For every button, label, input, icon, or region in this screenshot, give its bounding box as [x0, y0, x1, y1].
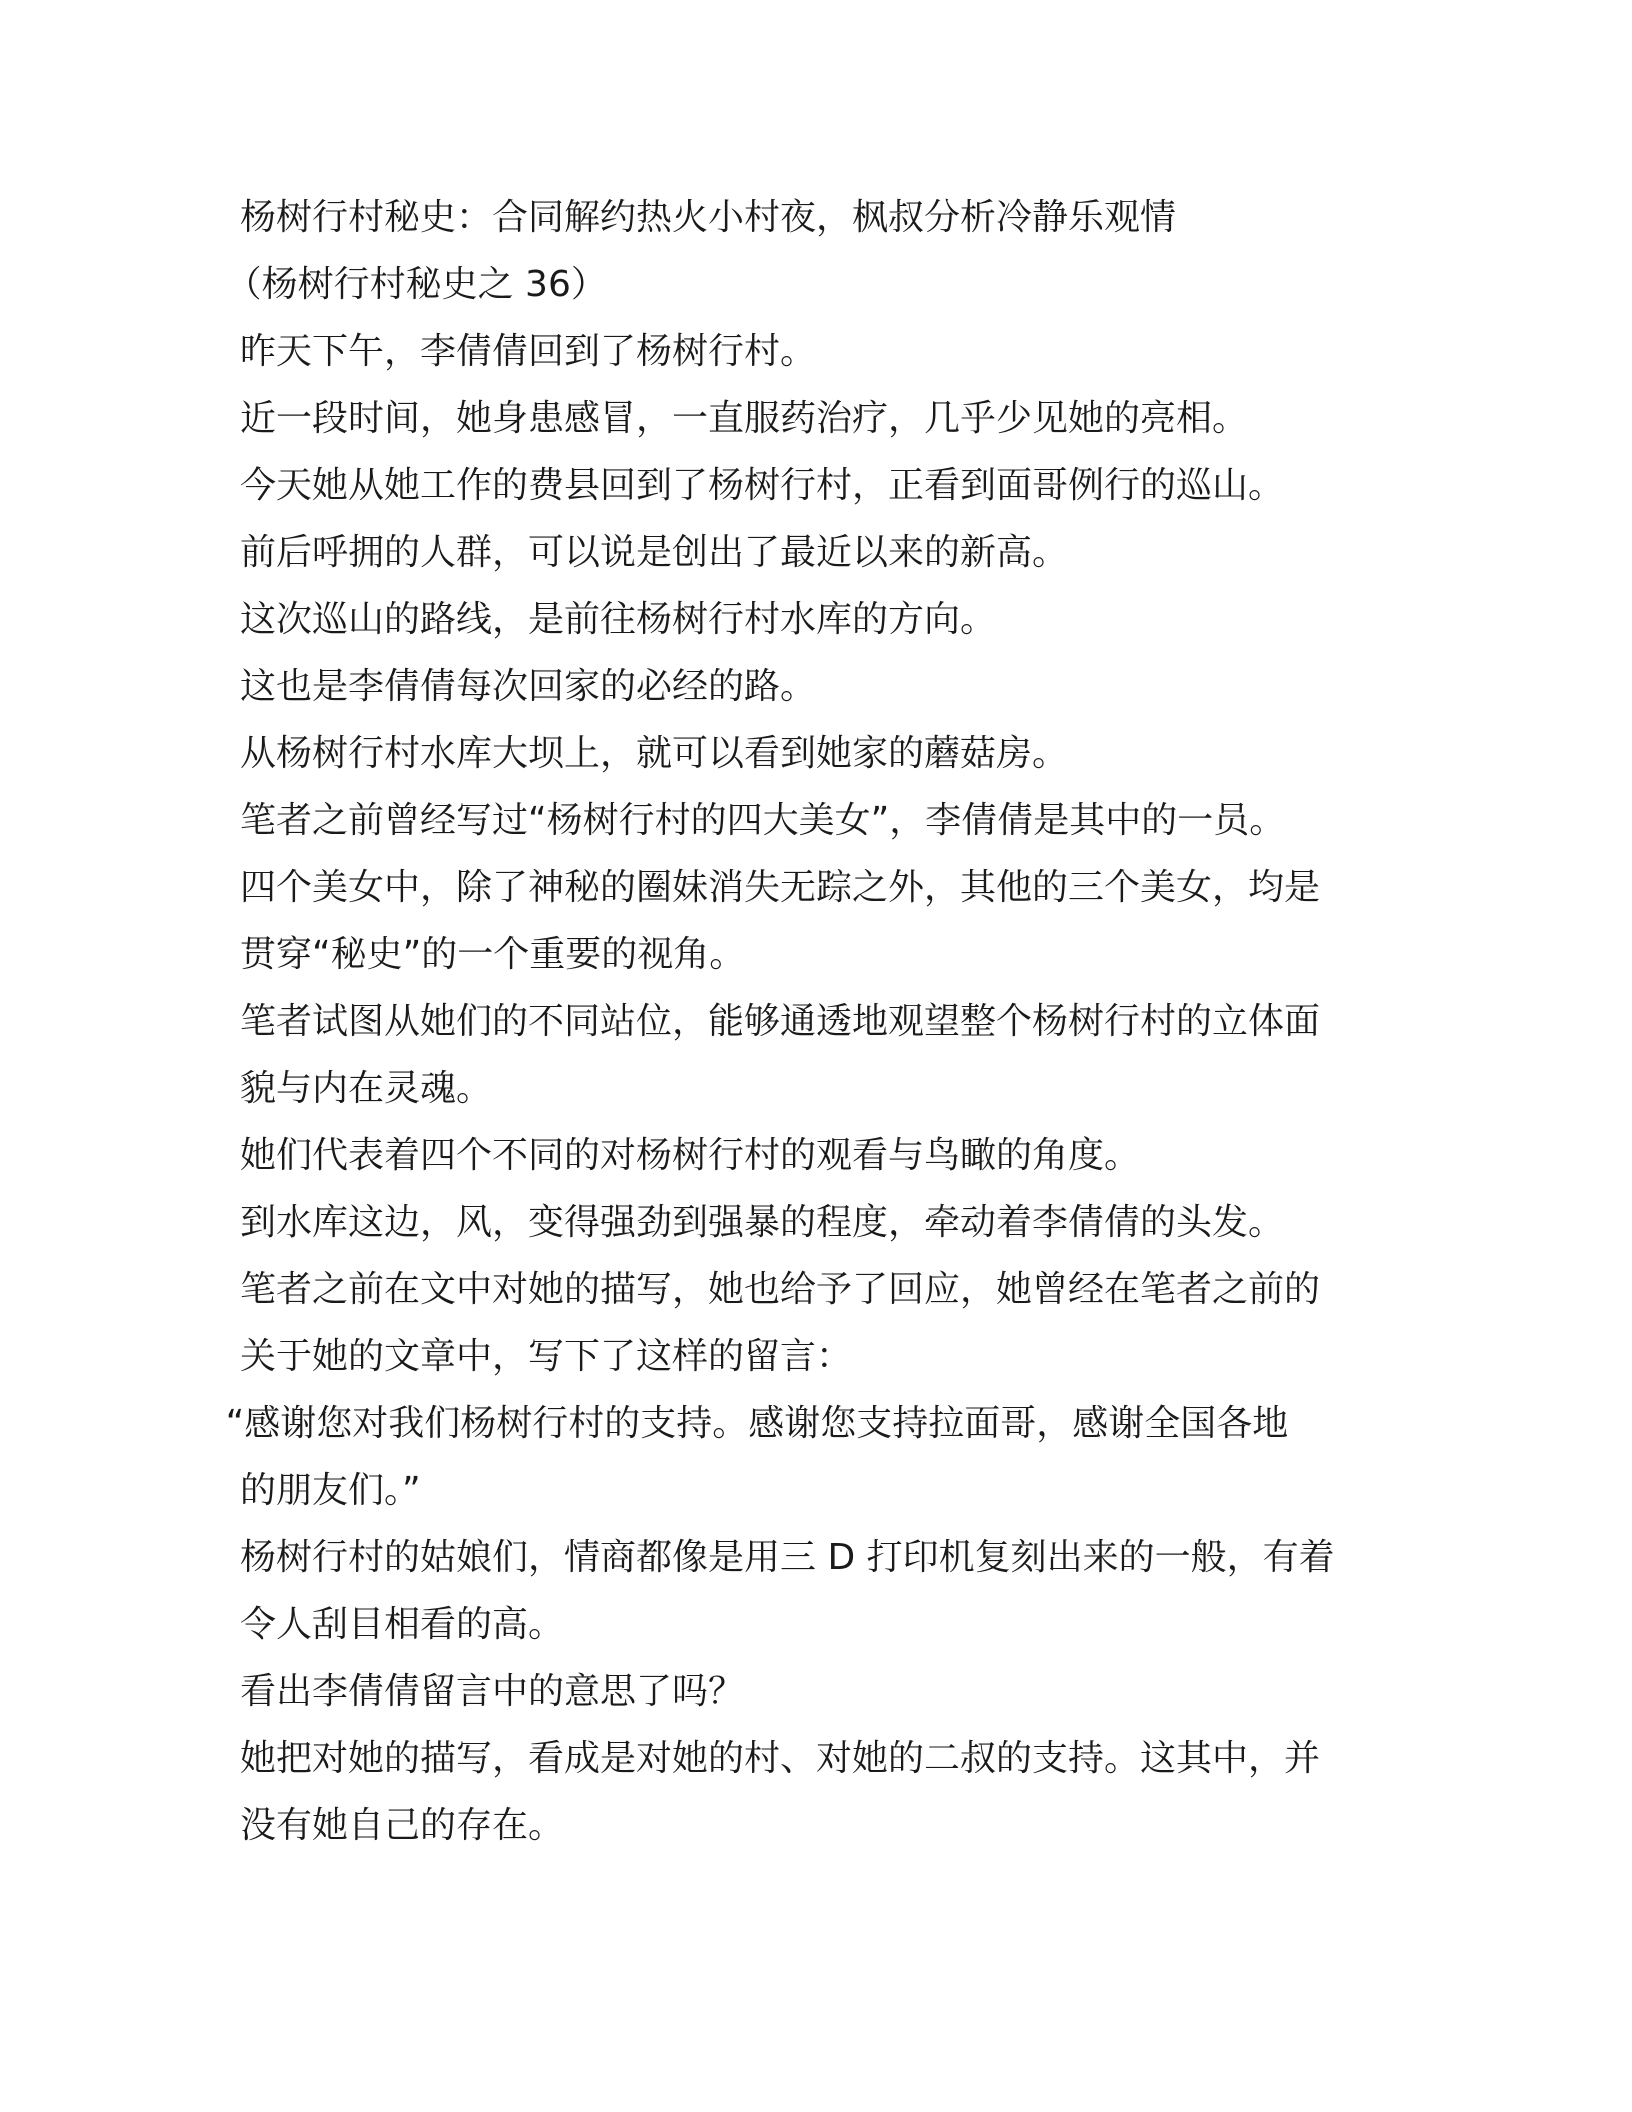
paragraph-line: 杨树行村的姑娘们，情商都像是用三 D 打印机复刻出来的一般，有着	[240, 1537, 1335, 1578]
paragraph-line: 这也是李倩倩每次回家的必经的路。	[240, 666, 817, 707]
paragraph-line: 这次巡山的路线，是前往杨树行村水库的方向。	[240, 599, 997, 640]
document-subtitle: （杨树行村秘史之 36）	[225, 264, 607, 305]
quote-line: “感谢您对我们杨树行村的支持。感谢您支持拉面哥，感谢全国各地	[225, 1403, 1289, 1444]
paragraph-line: 看出李倩倩留言中的意思了吗？	[240, 1671, 745, 1712]
paragraph-line: 没有她自己的存在。	[240, 1805, 565, 1846]
paragraph-line: 笔者之前曾经写过“杨树行村的四大美女”，李倩倩是其中的一员。	[240, 800, 1286, 841]
paragraph-line: 昨天下午，李倩倩回到了杨树行村。	[240, 331, 817, 372]
paragraph-line: 今天她从她工作的费县回到了杨树行村，正看到面哥例行的巡山。	[240, 465, 1285, 506]
paragraph-line: 笔者之前在文中对她的描写，她也给予了回应，她曾经在笔者之前的	[240, 1269, 1321, 1310]
document-body	[225, 184, 1380, 1859]
paragraph-line: 她把对她的描写，看成是对她的村、对她的二叔的支持。这其中，并	[240, 1738, 1321, 1779]
quote-line: 的朋友们。”	[240, 1470, 421, 1511]
paragraph-line: 她们代表着四个不同的对杨树行村的观看与鸟瞰的角度。	[240, 1135, 1141, 1176]
paragraph-line: 到水库这边，风，变得强劲到强暴的程度，牵动着李倩倩的头发。	[240, 1202, 1285, 1243]
paragraph-line: 貌与内在灵魂。	[240, 1068, 493, 1109]
paragraph-line: 笔者试图从她们的不同站位，能够通透地观望整个杨树行村的立体面	[240, 1001, 1321, 1042]
paragraph-line: 从杨树行村水库大坝上，就可以看到她家的蘑菇房。	[240, 733, 1069, 774]
paragraph-line: 前后呼拥的人群，可以说是创出了最近以来的新高。	[240, 532, 1069, 573]
paragraph-line: 四个美女中，除了神秘的圈妹消失无踪之外，其他的三个美女，均是	[240, 867, 1321, 908]
document-title: 杨树行村秘史：合同解约热火小村夜，枫叔分析冷静乐观情	[240, 197, 1177, 238]
paragraph-line: 关于她的文章中，写下了这样的留言：	[240, 1336, 853, 1377]
paragraph-line: 贯穿“秘史”的一个重要的视角。	[240, 934, 746, 975]
paragraph-line: 近一段时间，她身患感冒，一直服药治疗，几乎少见她的亮相。	[240, 398, 1249, 439]
paragraph-line: 令人刮目相看的高。	[240, 1604, 565, 1645]
